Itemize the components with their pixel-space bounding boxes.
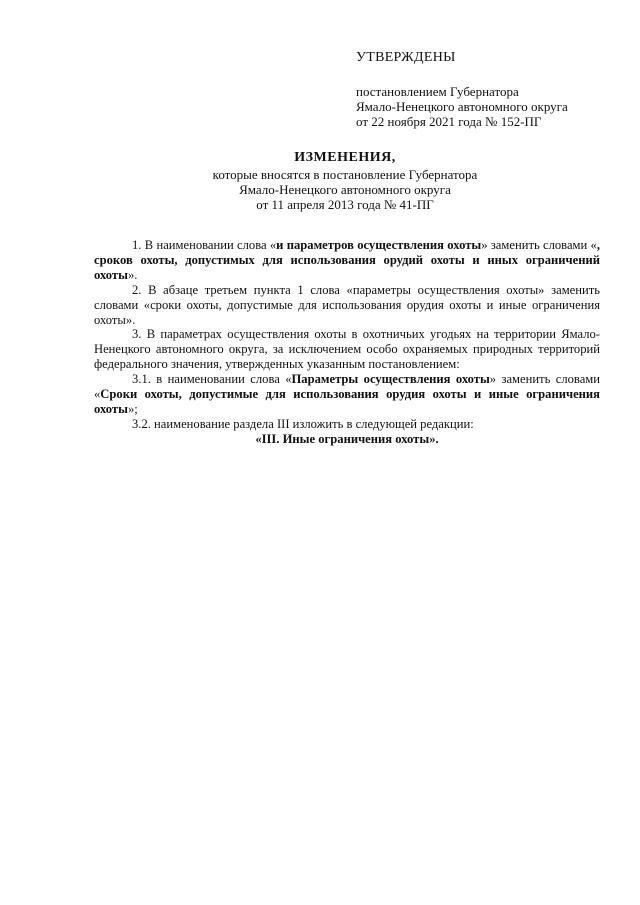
p31-text-c: » заменить словами « [94,372,600,402]
title-line-2: Ямало-Ненецкого автономного округа [239,182,451,197]
approval-line-1: постановлением Губернатора [356,84,519,99]
p31-bold-new-words: Сроки охоты, допустимые для использования орудия охоты и иные ограничения охоты [94,387,600,416]
document-title [120,150,570,212]
new-title-close-quote: ». [429,431,439,446]
approval-line-2: Ямало-Ненецкого автономного округа [356,99,568,114]
title-line-1: которые вносятся в постановление Губернатора [212,167,478,182]
title-heading: ИЗМЕНЕНИЯ, [294,150,396,165]
p1-text-c: » заменить словами « [481,238,597,252]
paragraph-3-2: 3.2. наименование раздела III изложить в следующей редакции: [132,416,474,431]
p31-text-e: »; [127,401,138,416]
new-title-text: III. Иные ограничения охоты [261,431,430,446]
paragraph-3-2-new-title [94,432,600,447]
paragraph-2: 2. В абзаце третьем пункта 1 слова «параметры осуществления охоты» заменить словами «сроки охоты, допустимые для использования орудия охоты и иные ограничения охоты». [94,282,600,327]
paragraph-3: 3. В параметрах осуществления охоты в охотничьих угодьях на территории Ямало-Ненецкого автономного округа, за исключением особо охраняемых природных территорий федерального значения, утвержденных указанным постановлением: [94,327,600,372]
new-title-open-quote: « [255,431,262,446]
approval-details [356,84,568,129]
approval-heading: УТВЕРЖДЕНЫ [356,50,456,65]
p1-text-a: 1. В наименовании слова « [132,238,277,252]
title-line-3: от 11 апреля 2013 года № 41-ПГ [256,197,434,212]
p1-bold-old-words: и параметров осуществления охоты [276,238,482,252]
p31-bold-old-words: Параметры осуществления охоты [291,372,490,387]
document-body [94,238,600,447]
approval-line-3: от 22 ноября 2021 года № 152-ПГ [356,114,542,129]
paragraph-3-1 [94,372,600,417]
paragraph-1 [94,238,600,283]
p1-text-e: ». [127,267,138,282]
p31-text-a: 3.1. в наименовании слова « [132,372,292,387]
p1-bold-new-words: , сроков охоты, допустимых для использования орудий охоты и иных ограничений охоты [94,238,601,282]
